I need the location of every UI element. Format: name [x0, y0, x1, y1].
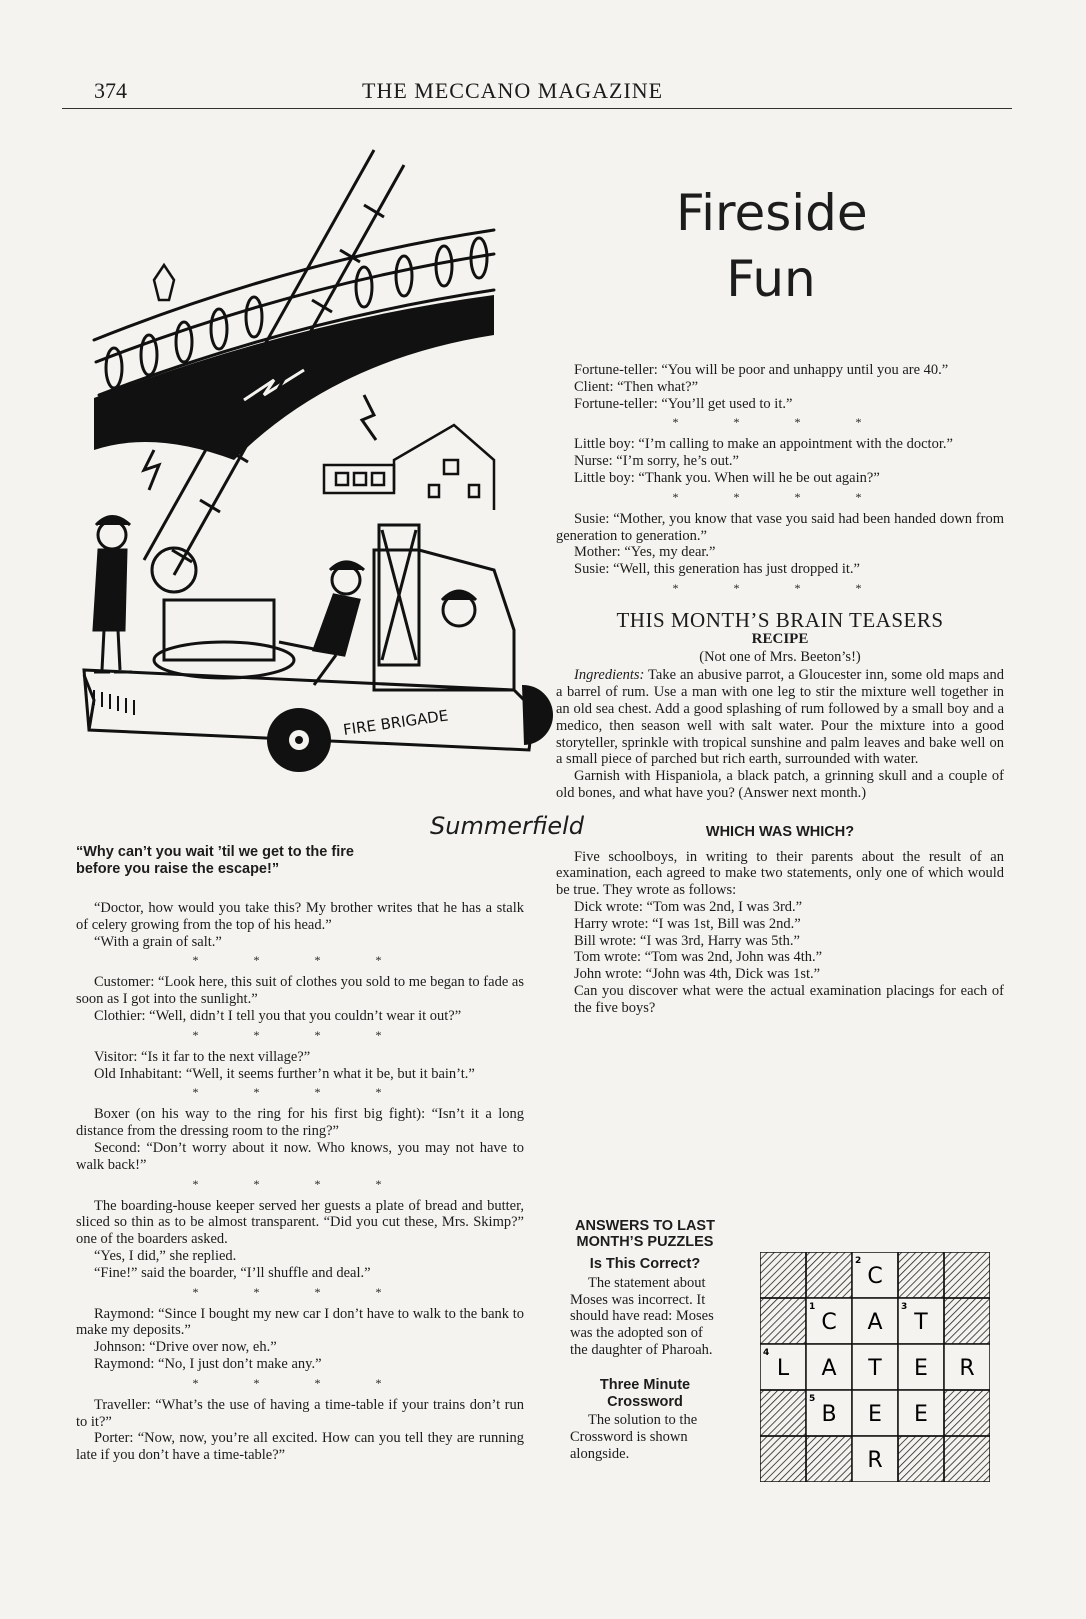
crossword-blocked-cell — [898, 1436, 944, 1482]
joke-paragraph: Second: “Don’t worry about it now. Who knows, you may not have to walk back!” — [76, 1139, 524, 1173]
joke-separator: * * * * — [192, 1284, 408, 1299]
joke-paragraph: Little boy: “Thank you. When will he be out again?” — [574, 469, 880, 486]
crossword-text: The solution to the Crossword is shown alongside. — [570, 1412, 698, 1462]
joke-paragraph: Customer: “Look here, this suit of clothes you sold to me began to fade as soon as I got into the sunlight.” — [76, 974, 524, 1008]
crossword-blocked-cell — [944, 1436, 990, 1482]
joke-paragraph: Fortune-teller: “You will be poor and unhappy until you are 40.” — [574, 362, 949, 378]
crossword-letter: B — [821, 1402, 837, 1427]
three-minute-crossword-title: Three Minute Crossword — [599, 1376, 691, 1410]
vehicle-label: FIRE BRIGADE — [342, 706, 450, 739]
crossword-letter: E — [914, 1356, 928, 1381]
which-title: WHICH WAS WHICH? — [705, 823, 855, 840]
answers-title: ANSWERS TO LAST MONTH’S PUZZLES — [575, 1218, 715, 1250]
section-title-line1: Fireside — [676, 184, 868, 242]
joke-paragraph: Clothier: “Well, didn’t I tell you that you couldn’t wear it out?” — [94, 1007, 462, 1024]
joke-separator: * * * * — [672, 415, 888, 430]
joke-paragraph: Visitor: “Is it far to the next village?” — [94, 1048, 311, 1065]
crossword-number: 1 — [809, 1302, 816, 1312]
joke-separator: * * * * — [672, 580, 888, 595]
crossword-letter: C — [867, 1264, 883, 1289]
recipe-paragraph-2: Garnish with Hispaniola, a black patch, a grinning skull and a couple of old bones, and what have you? (Answer next month.) — [556, 768, 1004, 801]
crossword-blocked-cell — [944, 1298, 990, 1344]
crossword-blocked-cell — [806, 1252, 852, 1298]
joke-paragraph: Fortune-teller: “You’ll get used to it.” — [574, 395, 793, 412]
which-statement: John wrote: “John was 4th, Dick was 1st.” — [574, 966, 821, 983]
joke-paragraph: “Doctor, how would you take this? My brother writes that he has a stalk of celery growing from the top of his head.” — [76, 900, 524, 933]
joke-paragraph: Client: “Then what?” — [574, 378, 699, 395]
recipe-subtitle: (Not one of Mrs. Beeton’s!) — [699, 648, 861, 665]
joke-paragraph: Johnson: “Drive over now, eh.” — [94, 1339, 277, 1356]
joke-paragraph: Traveller: “What’s the use of having a time-table if your trains don’t run to it?” — [76, 1396, 524, 1430]
answers-section — [570, 1218, 720, 1463]
fire-engine-cartoon — [74, 130, 572, 830]
crossword-letter: L — [776, 1356, 790, 1381]
joke-paragraph: “Fine!” said the boarder, “I’ll shuffle and deal.” — [94, 1264, 371, 1281]
brain-teasers-title: THIS MONTH’S BRAIN TEASERS — [616, 607, 944, 632]
joke-paragraph: Nurse: “I’m sorry, he’s out.” — [574, 453, 739, 470]
crossword-number: 4 — [763, 1348, 770, 1358]
which-question: Can you discover what were the actual examination placings for each of the five boys? — [574, 982, 1004, 1016]
joke-separator: * * * * — [192, 1375, 408, 1390]
crossword-letter: E — [868, 1402, 882, 1427]
cartoon-caption: “Why can’t you wait ’til we get to the fire before you raise the escape!” — [76, 844, 354, 877]
section-title — [676, 180, 866, 312]
joke-paragraph: Mother: “Yes, my dear.” — [574, 544, 716, 561]
crossword-blocked-cell — [806, 1436, 852, 1482]
joke-paragraph: Little boy: “I’m calling to make an appointment with the doctor.” — [574, 436, 953, 453]
crossword-letter: A — [867, 1310, 883, 1335]
right-column — [556, 362, 1004, 1017]
crossword-number: 2 — [855, 1256, 862, 1266]
crossword-letter: E — [914, 1402, 928, 1427]
which-intro: Five schoolboys, in writing to their parents about the result of an examination, each agreed to make two statements, only one of which would be true. They wrote as follows: — [556, 848, 1004, 899]
joke-separator: * * * * — [192, 953, 408, 968]
crossword-blocked-cell — [898, 1252, 944, 1298]
which-statement: Tom wrote: “Tom was 2nd, John was 4th.” — [574, 949, 823, 966]
joke-separator: * * * * — [672, 489, 888, 504]
crossword-letter: C — [821, 1310, 837, 1335]
which-statement: Harry wrote: “I was 1st, Bill was 2nd.” — [574, 915, 801, 932]
crossword-blocked-cell — [760, 1252, 806, 1298]
recipe-text: Take an abusive parrot, a Gloucester inn, some old maps and a barrel of rum. Use a man with one leg to stir the mixture well together in an old sea chest. Add a good splashing of rum followed by a small boy and a medico, then season well with salt water. Pour the mixture into a good storyteller, sprinkle with tropical sunshine and palm leaves and bake well on a small piece of parched but rich earth, surrounded with water. — [556, 667, 1004, 768]
joke-paragraph: Boxer (on his way to the ring for his first big fight): “Isn’t it a long distance from the dressing room to the ring?” — [76, 1106, 524, 1140]
recipe-title: RECIPE — [751, 630, 809, 647]
is-this-correct-title: Is This Correct? — [589, 1256, 701, 1272]
section-title-line2: Fun — [726, 250, 816, 308]
which-statement: Dick wrote: “Tom was 2nd, I was 3rd.” — [574, 898, 803, 915]
joke-paragraph: “Yes, I did,” she replied. — [94, 1247, 237, 1264]
joke-separator: * * * * — [192, 1176, 408, 1191]
is-this-correct-text: The statement about Moses was incorrect. It should have read: Moses was the adopted son of the daughter of Pharoah. — [570, 1274, 714, 1358]
crossword-blocked-cell — [760, 1390, 806, 1436]
joke-paragraph: Porter: “Now, now, you’re all excited. How can you tell they are running late if you don’t have a time-table?” — [76, 1430, 524, 1464]
crossword-letter: R — [867, 1448, 883, 1473]
joke-paragraph: “With a grain of salt.” — [94, 933, 222, 950]
joke-paragraph: Old Inhabitant: “Well, it seems further’n what it be, but it bain’t.” — [94, 1065, 475, 1082]
crossword-letter: A — [821, 1356, 837, 1381]
left-jokes-column — [76, 900, 524, 1464]
joke-separator: * * * * — [192, 1027, 408, 1042]
crossword-blocked-cell — [944, 1390, 990, 1436]
page-number: 374 — [94, 78, 127, 103]
which-statements — [556, 899, 1004, 1017]
which-statement: Bill wrote: “I was 3rd, Harry was 5th.” — [574, 932, 800, 949]
crossword-blocked-cell — [944, 1252, 990, 1298]
joke-paragraph: Susie: “Mother, you know that vase you said had been handed down from generation to generation.” — [556, 510, 1004, 544]
crossword-letter: T — [914, 1310, 928, 1335]
page-header — [62, 78, 1012, 109]
crossword-letter: T — [868, 1356, 882, 1381]
joke-paragraph: The boarding-house keeper served her guests a plate of bread and butter, sliced so thin as to be almost transparent. “Did you cut these, Mrs. Skimp?” one of the boarders asked. — [76, 1197, 524, 1248]
joke-separator: * * * * — [192, 1085, 408, 1100]
crossword-number: 5 — [809, 1394, 816, 1404]
joke-paragraph: Susie: “Well, this generation has just dropped it.” — [574, 561, 860, 578]
recipe-paragraph — [556, 667, 1004, 768]
joke-paragraph: Raymond: “No, I just don’t make any.” — [94, 1355, 322, 1372]
magazine-title: THE MECCANO MAGAZINE — [362, 78, 664, 103]
artist-signature: Summerfield — [430, 812, 585, 840]
crossword-grid — [760, 1252, 990, 1482]
crossword-number: 3 — [901, 1302, 908, 1312]
joke-paragraph: Raymond: “Since I bought my new car I don’t have to walk to the bank to make my deposits.” — [76, 1305, 524, 1339]
crossword-letter: R — [959, 1356, 975, 1381]
crossword-blocked-cell — [760, 1298, 806, 1344]
recipe-label: Ingredients: — [574, 667, 645, 684]
crossword-blocked-cell — [760, 1436, 806, 1482]
